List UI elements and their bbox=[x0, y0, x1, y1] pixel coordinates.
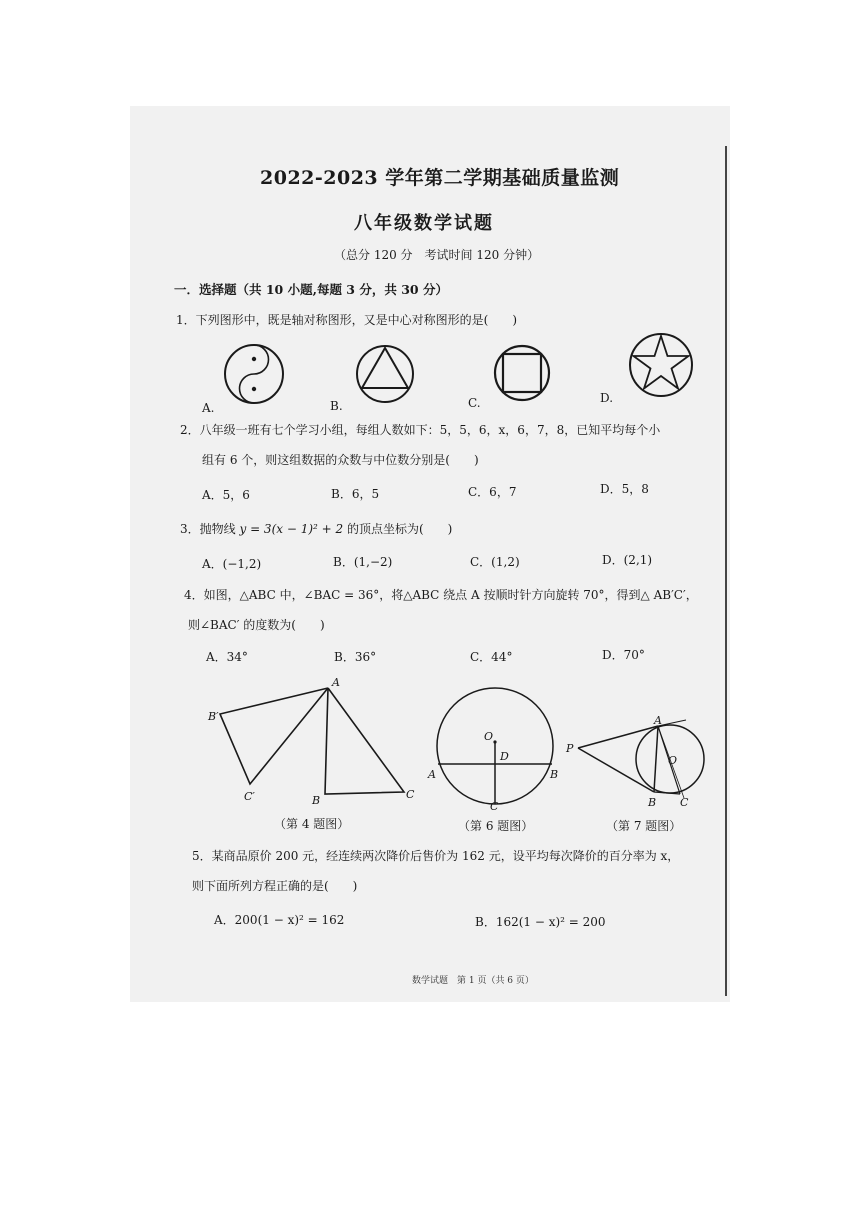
q4-option-c: C．44° bbox=[470, 650, 513, 664]
figure-7-tangents bbox=[566, 714, 710, 810]
q1-option-d: D. bbox=[600, 391, 614, 405]
fig6-label-d: D bbox=[500, 750, 509, 763]
q4-option-d: D．70° bbox=[602, 648, 645, 662]
section-heading: 一．选择题（共 10 小题,每题 3 分，共 30 分） bbox=[174, 282, 448, 297]
fig7-label-a: A bbox=[654, 714, 662, 727]
q2-option-b: B．6，5 bbox=[331, 487, 380, 501]
yin-yang-figure bbox=[222, 342, 286, 406]
exam-note: （总分 120 分 考试时间 120 分钟） bbox=[334, 248, 540, 262]
circle-triangle-figure bbox=[355, 342, 415, 406]
q3-stem-prefix: 3．抛物线 bbox=[180, 522, 236, 536]
fig7-caption: （第 7 题图） bbox=[606, 819, 682, 833]
q3-stem bbox=[180, 521, 452, 537]
q1-option-a: A. bbox=[202, 401, 215, 415]
q1-stem: 1．下列图形中，既是轴对称图形，又是中心对称图形的是( ) bbox=[176, 313, 518, 327]
exam-title: 2022-2023 学年第二学期基础质量监测 bbox=[260, 167, 620, 189]
fig7-label-c: C bbox=[680, 796, 689, 809]
fig7-label-b: B bbox=[648, 796, 657, 809]
q2-option-c: C．6，7 bbox=[468, 485, 517, 499]
fig4-label-b: B bbox=[312, 794, 321, 807]
fig6-label-a: A bbox=[428, 768, 436, 781]
q4-line2: 则∠BAC′ 的度数为( ) bbox=[188, 618, 325, 632]
q4-option-a: A．34° bbox=[206, 650, 248, 664]
fig4-label-c-prime: C′ bbox=[244, 790, 255, 803]
circle-star-figure bbox=[628, 332, 694, 398]
fig6-label-c: C bbox=[490, 800, 499, 813]
exam-subtitle: 八年级数学试题 bbox=[354, 213, 494, 234]
q2-line2: 组有 6 个，则这组数据的众数与中位数分别是( ) bbox=[202, 453, 479, 467]
page-footer: 数学试题 第 1 页（共 6 页） bbox=[412, 976, 534, 986]
fig4-label-b-prime: B′ bbox=[208, 710, 219, 723]
q1-option-c: C. bbox=[468, 396, 481, 410]
q5-option-a: A．200(1 − x)² = 162 bbox=[214, 913, 345, 927]
q2-line1: 2．八年级一班有七个学习小组，每组人数如下：5，5，6，x，6，7，8，已知平均每个小 bbox=[180, 423, 661, 437]
q5-line1: 5．某商品原价 200 元，经连续两次降价后售价为 162 元，设平均每次降价的百分率为 x， bbox=[192, 849, 680, 863]
q3-option-a: A．(−1,2) bbox=[202, 557, 262, 571]
fig4-label-a: A bbox=[332, 676, 340, 689]
q5-option-b: B．162(1 − x)² = 200 bbox=[475, 915, 606, 929]
q2-option-a: A．5，6 bbox=[202, 488, 250, 502]
q3-option-c: C．(1,2) bbox=[470, 555, 520, 569]
q4-option-b: B．36° bbox=[334, 650, 377, 664]
fig4-label-c: C bbox=[406, 788, 415, 801]
q3-option-b: B．(1,−2) bbox=[333, 555, 393, 569]
fig6-label-b: B bbox=[550, 768, 559, 781]
fig4-caption: （第 4 题图） bbox=[274, 817, 350, 831]
figure-6-circle-chord bbox=[426, 684, 566, 812]
fig7-label-o: O bbox=[668, 754, 678, 767]
q2-option-d: D．5，8 bbox=[600, 482, 649, 496]
q4-line1: 4．如图，△ABC 中，∠BAC = 36°，将△ABC 绕点 A 按顺时针方向旋转 70°，得到△ AB′C′， bbox=[184, 588, 698, 602]
circle-square-figure bbox=[493, 344, 551, 402]
q1-option-b: B. bbox=[330, 399, 343, 413]
exam-sheet bbox=[130, 106, 730, 1002]
fig6-label-o: O bbox=[484, 730, 494, 743]
page-edge-shadow bbox=[725, 146, 727, 996]
q3-formula: y = 3(x − 1)² + 2 bbox=[239, 522, 344, 536]
figure-4-rotation bbox=[208, 678, 428, 806]
fig7-label-p: P bbox=[566, 742, 574, 755]
q3-option-d: D．(2,1) bbox=[602, 553, 653, 567]
q5-line2: 则下面所列方程正确的是( ) bbox=[192, 879, 358, 893]
fig6-caption: （第 6 题图） bbox=[458, 819, 534, 833]
q3-stem-suffix: 的顶点坐标为( ) bbox=[346, 522, 453, 536]
